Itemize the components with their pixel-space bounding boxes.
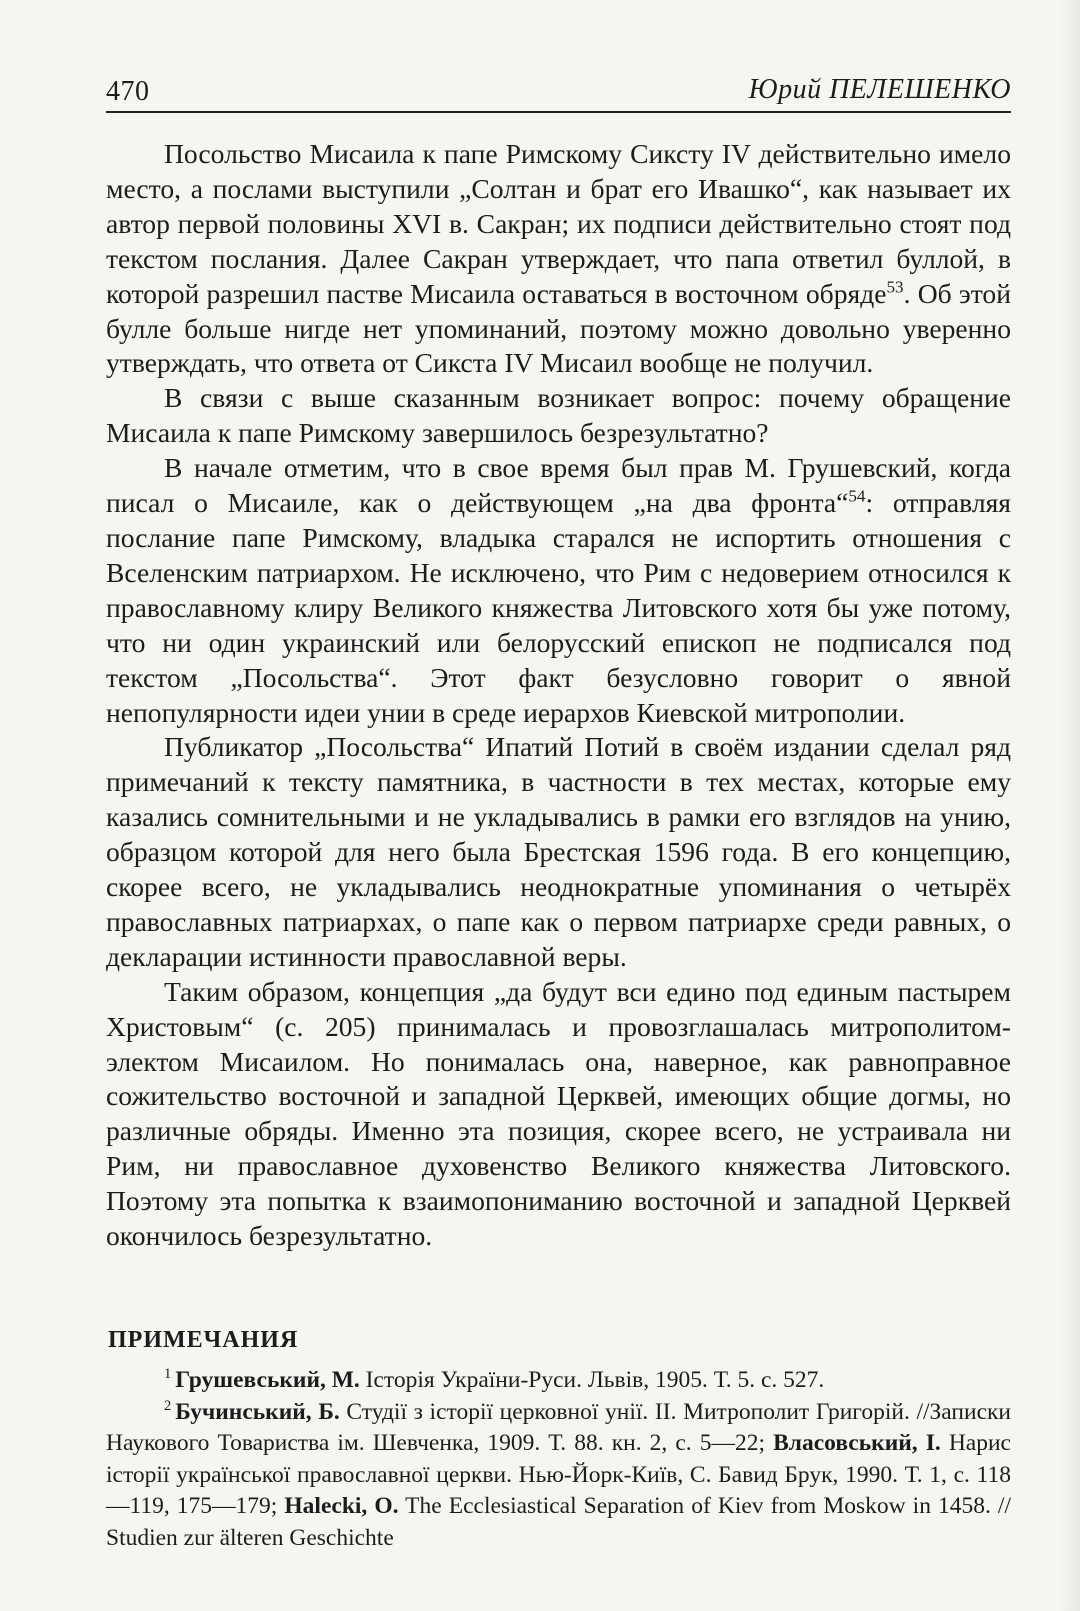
paragraph-1: Посольство Мисаила к папе Римскому Сиксту IV действительно имело место, а послами выступили „Солтан и брат его Ивашко“, как называет их автор первой половины XVI в. Сакран; их подписи действительно стоят под текстом послания. Далее Сакран утверждает, что папа ответил буллой, в которой разрешил пастве Мисаила оставаться в восточном обряде$^{53}$. Об этой булле больше нигде нет упоминаний, поэтому можно довольно уверенно утверждать, что ответа от Сикста IV Мисаил вообще не получил. xyxy=(106,138,1012,379)
running-head: Юрий ПЕЛЕШЕНКО xyxy=(748,74,1011,105)
footnote-ref-54[interactable]: 54 xyxy=(848,486,866,506)
note-author: Бучинський, Б. xyxy=(175,1398,340,1425)
note-author: Власовський, І. xyxy=(773,1430,941,1457)
page-number: 470 xyxy=(106,76,150,107)
paragraph-4: Публикатор „Посольства“ Ипатий Потий в своём издании сделал ряд примечаний к тексту памятника, в частности в тех местах, которые ему казались сомнительными и не укладывались в рамки его взглядов на унию, образцом которой для него была Брестская 1596 года. В его концепцию, скорее всего, не укладывались неоднократные упоминания о четырёх православных патриархах, о папе как о первом патриархе среди равных, о декларации истинности православной веры. xyxy=(106,731,1011,972)
note-number: 1 xyxy=(164,1366,172,1383)
note-item: $^2$ Бучинський, Б. Студії з історії церковної унії. II. Митрополит Григорій. //Записки Наукового Товариства ім. Шевченка, 1909. Т. 88. кн. 2, с. 5—22; Власовський, І. Нарис історії української православної церкви. Нью-Йорк-Київ, С. Бавид Брук, 1990. Т. 1, с. 118—119, 175—179; Halecki, O. The Ecclesiastical Separation of Kiev from Moskow in 1458. // Studien zur älteren Geschichte xyxy=(106,1397,1011,1551)
note-number: 2 xyxy=(164,1397,172,1414)
notes-list xyxy=(106,1365,1011,1555)
paragraph-2: В связи с выше сказанным возникает вопрос: почему обращение Мисаила к папе Римскому завершилось безрезультатно? xyxy=(106,382,1011,449)
footnote-ref-53[interactable]: 53 xyxy=(886,277,904,297)
header-rule xyxy=(106,111,1011,113)
paragraph-3: В начале отметим, что в свое время был прав М. Грушевский, когда писал о Мисаиле, как о действующем „на два фронта“$^{54}$: отправляя послание папе Римскому, владыка старался не испортить отношения с Вселенским патриархом. Не исключено, что Рим с недоверием относился к православному клиру Великого княжества Литовского хотя бы уже потому, что ни один украинский или белорусский епископ не подписался под текстом „Посольства“. Этот факт безусловно говорит о явной непопулярности идеи унии в среде иерархов Киевской митрополии. xyxy=(106,452,1011,728)
paragraph-5: Таким образом, концепция „да будут вси едино под единым пастырем Христовым“ (с. 205) принималась и провозглашалась митрополитом-электом Мисаилом. Но понималась она, наверное, как равноправное сожительство восточной и западной Церквей, имеющих общие догмы, но различные обряды. Именно эта позиция, скорее всего, не устраивала ни Рим, ни православное духовенство Великого княжества Литовского. Поэтому эта попытка к взаимопониманию восточной и западной Церквей окончилось безрезультатно. xyxy=(106,975,1011,1252)
main-text xyxy=(106,137,1011,1254)
notes-heading: ПРИМЕЧАНИЯ xyxy=(108,1327,299,1353)
note-author: Грушевський, М. xyxy=(175,1367,360,1393)
page-edge-shadow xyxy=(1058,0,1080,1611)
note-author: Halecki, O. xyxy=(284,1493,399,1520)
note-item: $^1$ Грушевський, М. Історія України-Руси. Львів, 1905. Т. 5. с. 527. xyxy=(164,1366,825,1393)
page-header xyxy=(106,72,1011,112)
